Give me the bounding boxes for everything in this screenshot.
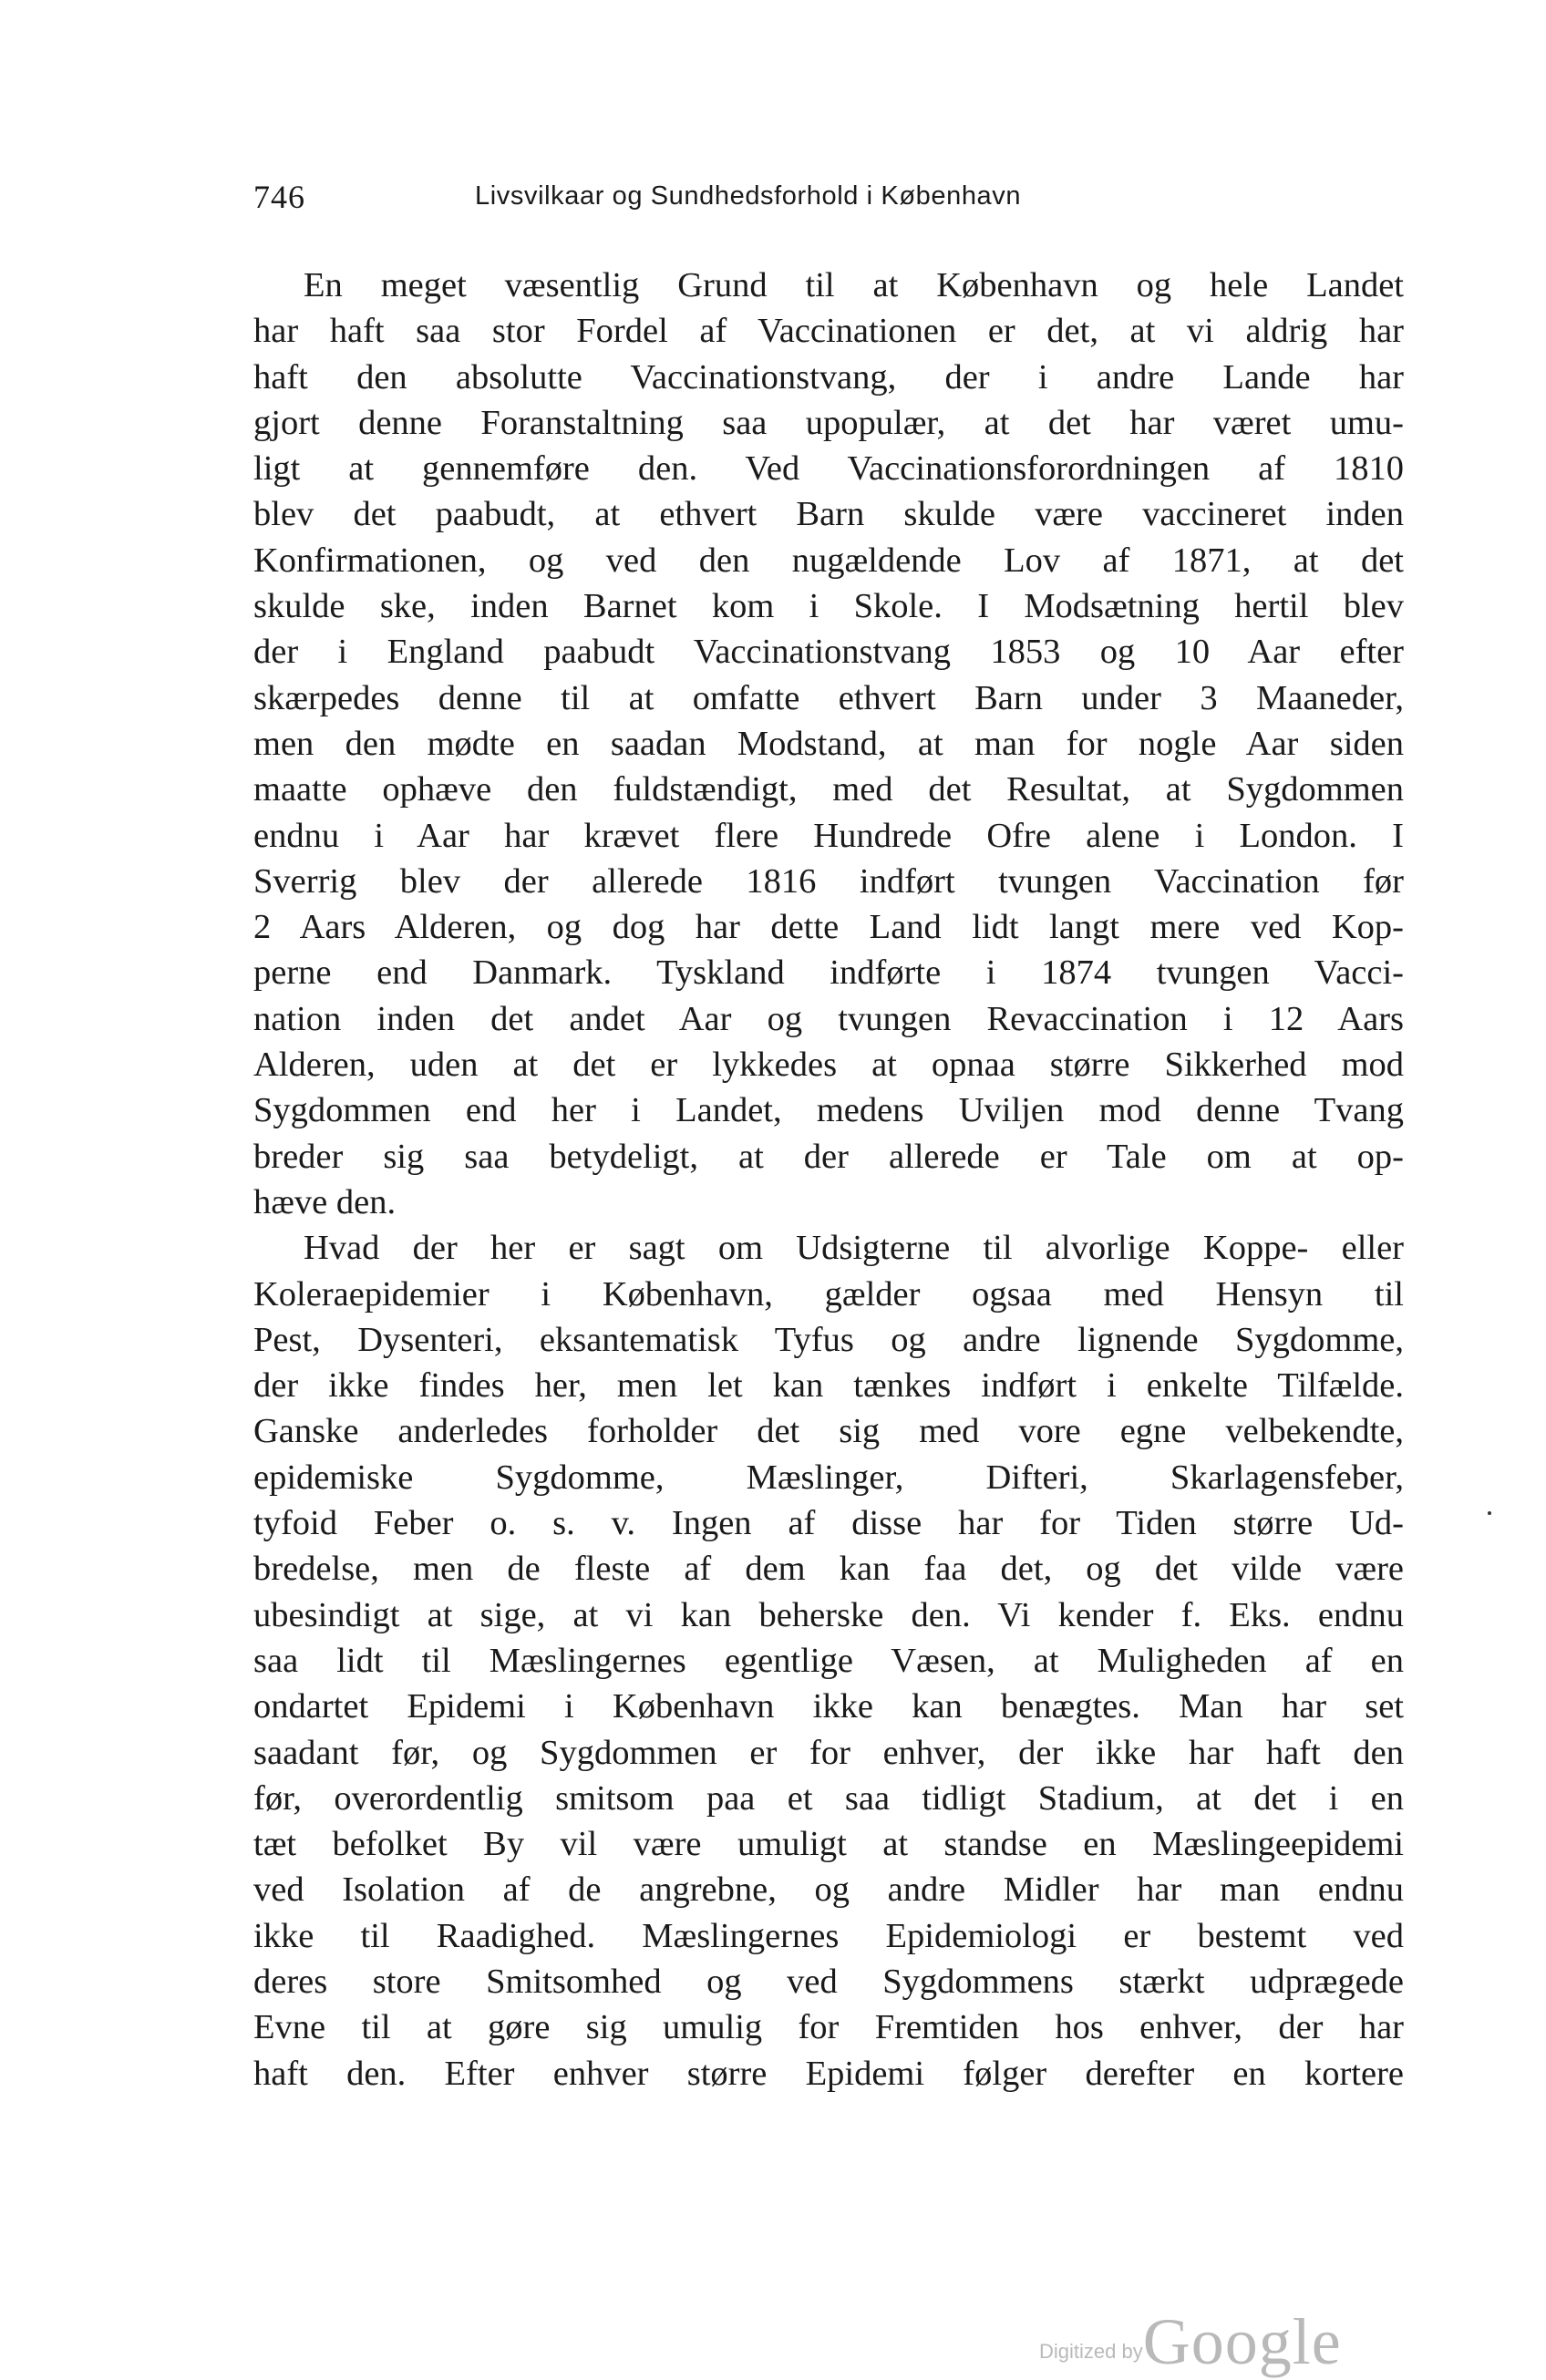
text-line: ondartet Epidemi i København ikke kan benægtes. Man har set (253, 1687, 1404, 1726)
text-line: Evne til at gøre sig umulig for Fremtiden hos enhver, der har (253, 2008, 1404, 2047)
text-line: tæt befolket By vil være umuligt at standse en Mæslingeepidemi (253, 1825, 1404, 1864)
text-line: saa lidt til Mæslingernes egentlige Væsen, at Muligheden af en (253, 1641, 1404, 1680)
paragraph (253, 1225, 1404, 2097)
body-text (253, 263, 1404, 2097)
text-line: ikke til Raadighed. Mæslingernes Epidemiologi er bestemt ved (253, 1916, 1404, 1955)
text-line: Hvad der her er sagt om Udsigterne til alvorlige Koppe- eller (304, 1229, 1404, 1268)
text-line: Pest, Dysenteri, eksantematisk Tyfus og andre lignende Sygdomme, (253, 1320, 1404, 1359)
text-line: skulde ske, inden Barnet kom i Skole. I Modsætning hertil blev (253, 587, 1404, 626)
text-line: endnu i Aar har krævet flere Hundrede Ofre alene i London. I (253, 816, 1404, 855)
digitized-watermark (1039, 2304, 1342, 2380)
text-line: Sverrig blev der allerede 1816 indført tvungen Vaccination før (253, 861, 1404, 901)
text-line: breder sig saa betydeligt, at der allerede er Tale om at op- (253, 1137, 1404, 1176)
text-line: Konfirmationen, og ved den nugældende Lov af 1871, at det (253, 541, 1404, 580)
text-line: har haft saa stor Fordel af Vaccinationen er det, at vi aldrig har (253, 312, 1404, 351)
text-line: perne end Danmark. Tyskland indførte i 1874 tvungen Vacci- (253, 953, 1404, 993)
text-line: En meget væsentlig Grund til at København og hele Landet (304, 266, 1404, 304)
text-line: 2 Aars Alderen, og dog har dette Land lidt langt mere ved Kop- (253, 908, 1404, 947)
text-line: hæve den. (253, 1182, 397, 1221)
text-line: deres store Smitsomhed og ved Sygdommens stærkt udprægede (253, 1962, 1404, 2001)
text-line: blev det paabudt, at ethvert Barn skulde være vaccineret inden (253, 495, 1404, 534)
text-line: men den mødte en saadan Modstand, at man for nogle Aar siden (253, 724, 1404, 763)
text-line: ligt at gennemføre den. Ved Vaccinationsforordningen af 1810 (253, 449, 1404, 489)
watermark-small-text: Digitized by (1039, 2340, 1143, 2363)
text-line: maatte ophæve den fuldstændigt, med det Resultat, at Sygdommen (253, 770, 1404, 809)
page-header (253, 178, 1404, 223)
paragraph (253, 263, 1404, 1225)
watermark-logo-text: Google (1142, 2305, 1342, 2378)
text-line: Ganske anderledes forholder det sig med vore egne velbekendte, (253, 1412, 1404, 1451)
text-line: ved Isolation af de angrebne, og andre Midler har man endnu (253, 1870, 1404, 1910)
text-line: haft den. Efter enhver større Epidemi følger derefter en kortere (253, 2054, 1404, 2093)
page-number: 746 (253, 179, 305, 215)
paragraph-container (253, 263, 1404, 2097)
text-line: Sygdommen end her i Landet, medens Uviljen mod denne Tvang (253, 1091, 1404, 1130)
text-line: gjort denne Foranstaltning saa upopulær, at det har været umu- (253, 403, 1404, 442)
text-line: haft den absolutte Vaccinationstvang, der i andre Lande har (253, 357, 1404, 397)
text-line: saadant før, og Sygdommen er for enhver, der ikke har haft den (253, 1733, 1404, 1772)
text-line: nation inden det andet Aar og tvungen Revaccination i 12 Aars (253, 999, 1404, 1038)
text-line: skærpedes denne til at omfatte ethvert Barn under 3 Maaneder, (253, 678, 1404, 717)
text-line: der ikke findes her, men let kan tænkes indført i enkelte Tilfælde. (253, 1366, 1404, 1406)
text-line: der i England paabudt Vaccinationstvang 1853 og 10 Aar efter (253, 633, 1404, 672)
text-line: før, overordentlig smitsom paa et saa tidligt Stadium, at det i en (253, 1778, 1404, 1818)
running-title: Livsvilkaar og Sundhedsforhold i København (475, 181, 1022, 211)
text-line: epidemiske Sygdomme, Mæslinger, Difteri, Skarlagensfeber, (253, 1458, 1404, 1497)
ink-speck (1488, 1511, 1491, 1515)
text-line: ubesindigt at sige, at vi kan beherske den. Vi kender f. Eks. endnu (253, 1595, 1404, 1634)
text-line: Alderen, uden at det er lykkedes at opnaa større Sikkerhed mod (253, 1046, 1404, 1085)
text-line: tyfoid Feber o. s. v. Ingen af disse har for Tiden større Ud- (253, 1504, 1404, 1543)
text-line: bredelse, men de fleste af dem kan faa det, og det vilde være (253, 1550, 1404, 1589)
text-line: Koleraepidemier i København, gælder ogsaa med Hensyn til (253, 1274, 1404, 1314)
